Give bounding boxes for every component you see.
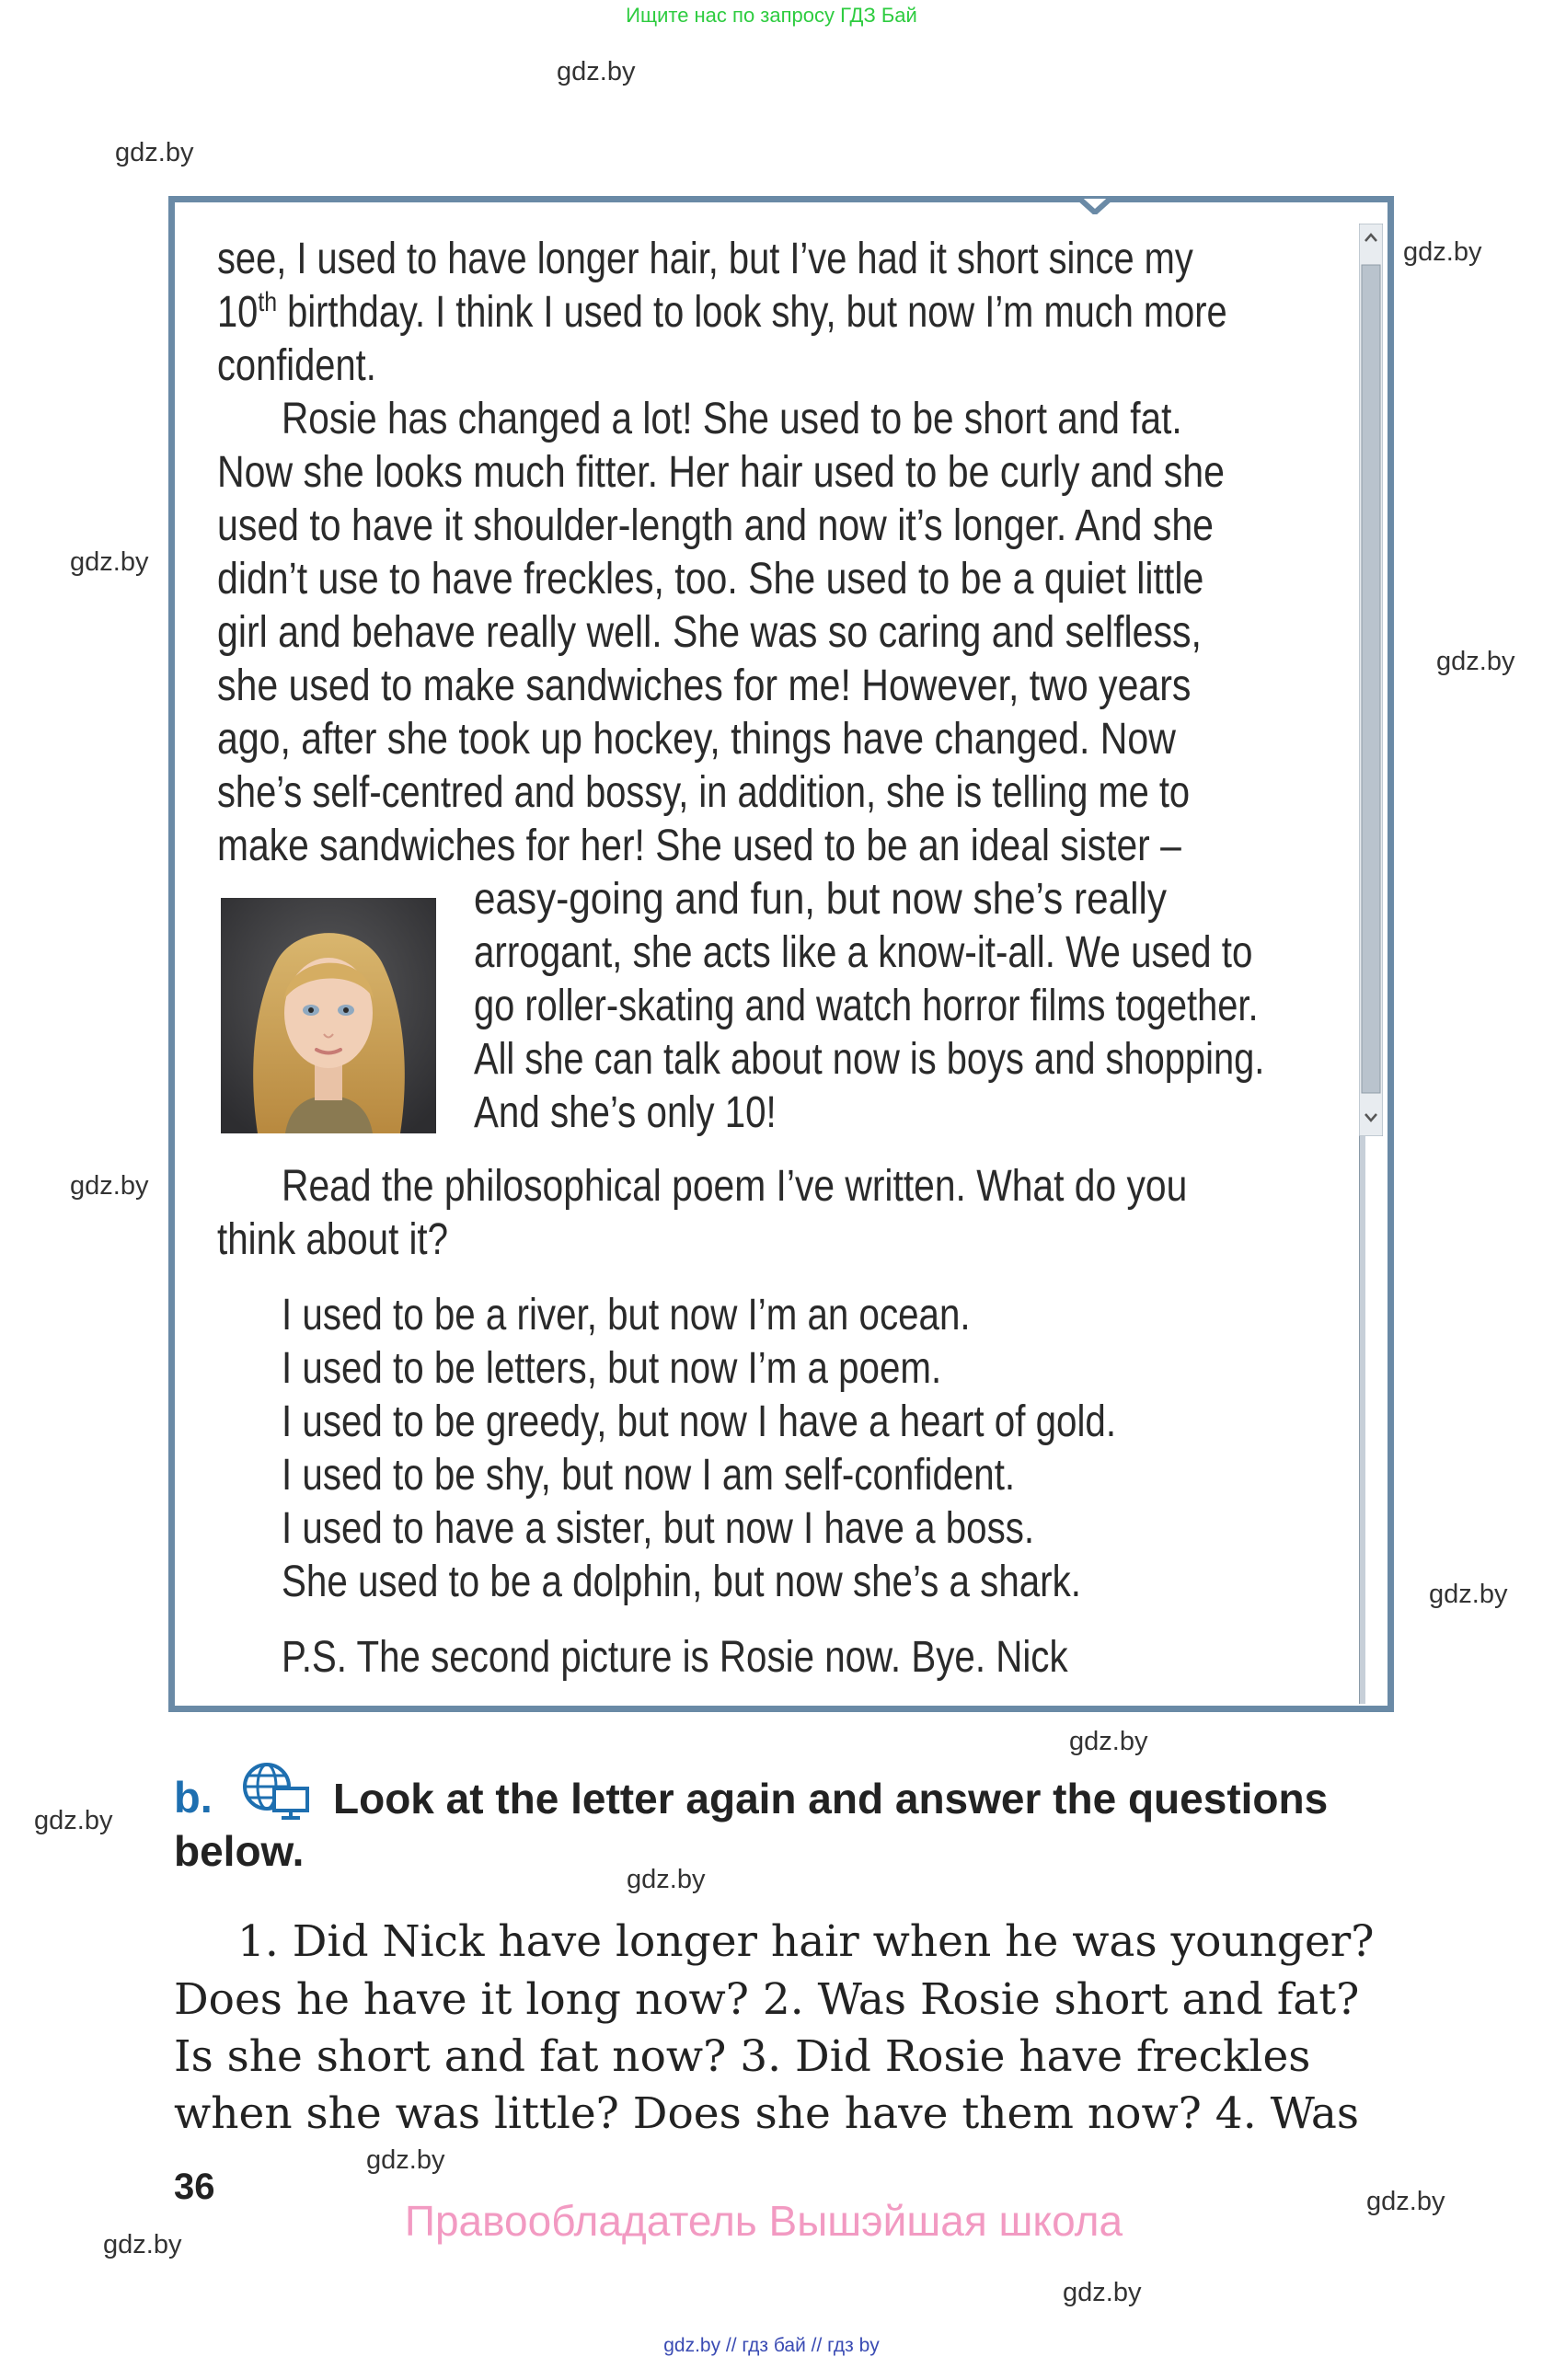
task-letter: b. xyxy=(174,1773,213,1822)
letter-line: All she can talk about now is boys and shopping. xyxy=(474,1035,1265,1084)
scroll-up-arrow-icon[interactable] xyxy=(1362,228,1380,247)
footer-links[interactable]: gdz.by // гдз бай // гдз by xyxy=(663,2335,880,2356)
frame-inner-border xyxy=(1359,1136,1365,1704)
watermark: gdz.by xyxy=(1366,2187,1445,2216)
page-number: 36 xyxy=(174,2167,215,2207)
letter-line: she used to make sandwiches for me! However, two years xyxy=(217,661,1192,710)
watermark: gdz.by xyxy=(70,547,149,577)
copyright-notice: Правообладатель Вышэйшая школа xyxy=(404,2197,1123,2245)
watermark: gdz.by xyxy=(627,1865,706,1894)
watermark: gdz.by xyxy=(103,2230,182,2259)
speech-notch-icon xyxy=(1077,189,1113,214)
letter-line: arrogant, she acts like a know-it-all. We used to xyxy=(474,928,1253,977)
task-title: below. xyxy=(174,1827,305,1875)
watermark: gdz.by xyxy=(70,1171,149,1201)
question-line: Does he have it long now? 2. Was Rosie short and fat? xyxy=(174,1974,1360,2025)
letter-line: girl and behave really well. She was so caring and selfless, xyxy=(217,608,1202,657)
letter-line: Rosie has changed a lot! She used to be short and fat. xyxy=(282,395,1182,443)
poem-line: I used to be letters, but now I’m a poem. xyxy=(282,1344,942,1393)
top-banner[interactable]: Ищите нас по запросу ГДЗ Бай xyxy=(626,4,917,27)
watermark: gdz.by xyxy=(1436,647,1515,676)
question-line: Is she short and fat now? 3. Did Rosie have freckles xyxy=(174,2031,1311,2082)
letter-line: Read the philosophical poem I’ve written. What do you xyxy=(282,1162,1188,1211)
letter-line: confident. xyxy=(217,341,376,390)
watermark: gdz.by xyxy=(1069,1727,1148,1756)
letter-line-rest: birthday. I think I used to look shy, but now I’m much more xyxy=(277,288,1227,337)
postscript: P.S. The second picture is Rosie now. Bye. Nick xyxy=(282,1633,1068,1682)
watermark: gdz.by xyxy=(1063,2278,1142,2307)
watermark: gdz.by xyxy=(366,2145,445,2175)
letter-line: didn’t use to have freckles, too. She used to be a quiet little xyxy=(217,555,1204,604)
scroll-down-arrow-icon[interactable] xyxy=(1362,1109,1380,1127)
question-line: 1. Did Nick have longer hair when he was younger? xyxy=(237,1916,1375,1967)
letter-line: ago, after she took up hockey, things have changed. Now xyxy=(217,715,1176,764)
globe-monitor-icon xyxy=(241,1761,313,1822)
ordinal-number: 10 xyxy=(217,288,259,337)
letter-line: she’s self-centred and bossy, in addition, she is telling me to xyxy=(217,768,1191,817)
poem-line: I used to have a sister, but now I have a boss. xyxy=(282,1504,1035,1553)
letter-line: go roller-skating and watch horror films together. xyxy=(474,982,1259,1030)
poem-line: I used to be a river, but now I’m an ocean. xyxy=(282,1291,971,1339)
ordinal-suffix: th xyxy=(258,287,278,317)
rosie-photo xyxy=(221,898,436,1133)
watermark: gdz.by xyxy=(557,57,636,86)
poem-line: I used to be shy, but now I am self-confident. xyxy=(282,1451,1016,1500)
task-title: Look at the letter again and answer the questions xyxy=(333,1775,1329,1822)
watermark: gdz.by xyxy=(1403,237,1482,267)
letter-line: think about it? xyxy=(217,1215,449,1264)
watermark: gdz.by xyxy=(115,138,194,167)
letter-line: Now she looks much fitter. Her hair used to be curly and she xyxy=(217,448,1225,497)
letter-line: easy-going and fun, but now she’s really xyxy=(474,875,1167,924)
poem-line: She used to be a dolphin, but now she’s a shark. xyxy=(282,1558,1081,1606)
letter-line: make sandwiches for her! She used to be an ideal sister – xyxy=(217,822,1181,870)
letter-line: And she’s only 10! xyxy=(474,1088,777,1137)
scrollbar[interactable] xyxy=(1359,224,1383,1136)
watermark: gdz.by xyxy=(1429,1580,1508,1609)
letter-line: see, I used to have longer hair, but I’ve had it short since my xyxy=(217,235,1193,283)
watermark: gdz.by xyxy=(34,1806,113,1835)
poem-line: I used to be greedy, but now I have a heart of gold. xyxy=(282,1397,1117,1446)
question-line: when she was little? Does she have them now? 4. Was xyxy=(174,2088,1359,2139)
letter-line: used to have it shoulder-length and now it’s longer. And she xyxy=(217,501,1214,550)
letter-line xyxy=(217,287,1227,338)
